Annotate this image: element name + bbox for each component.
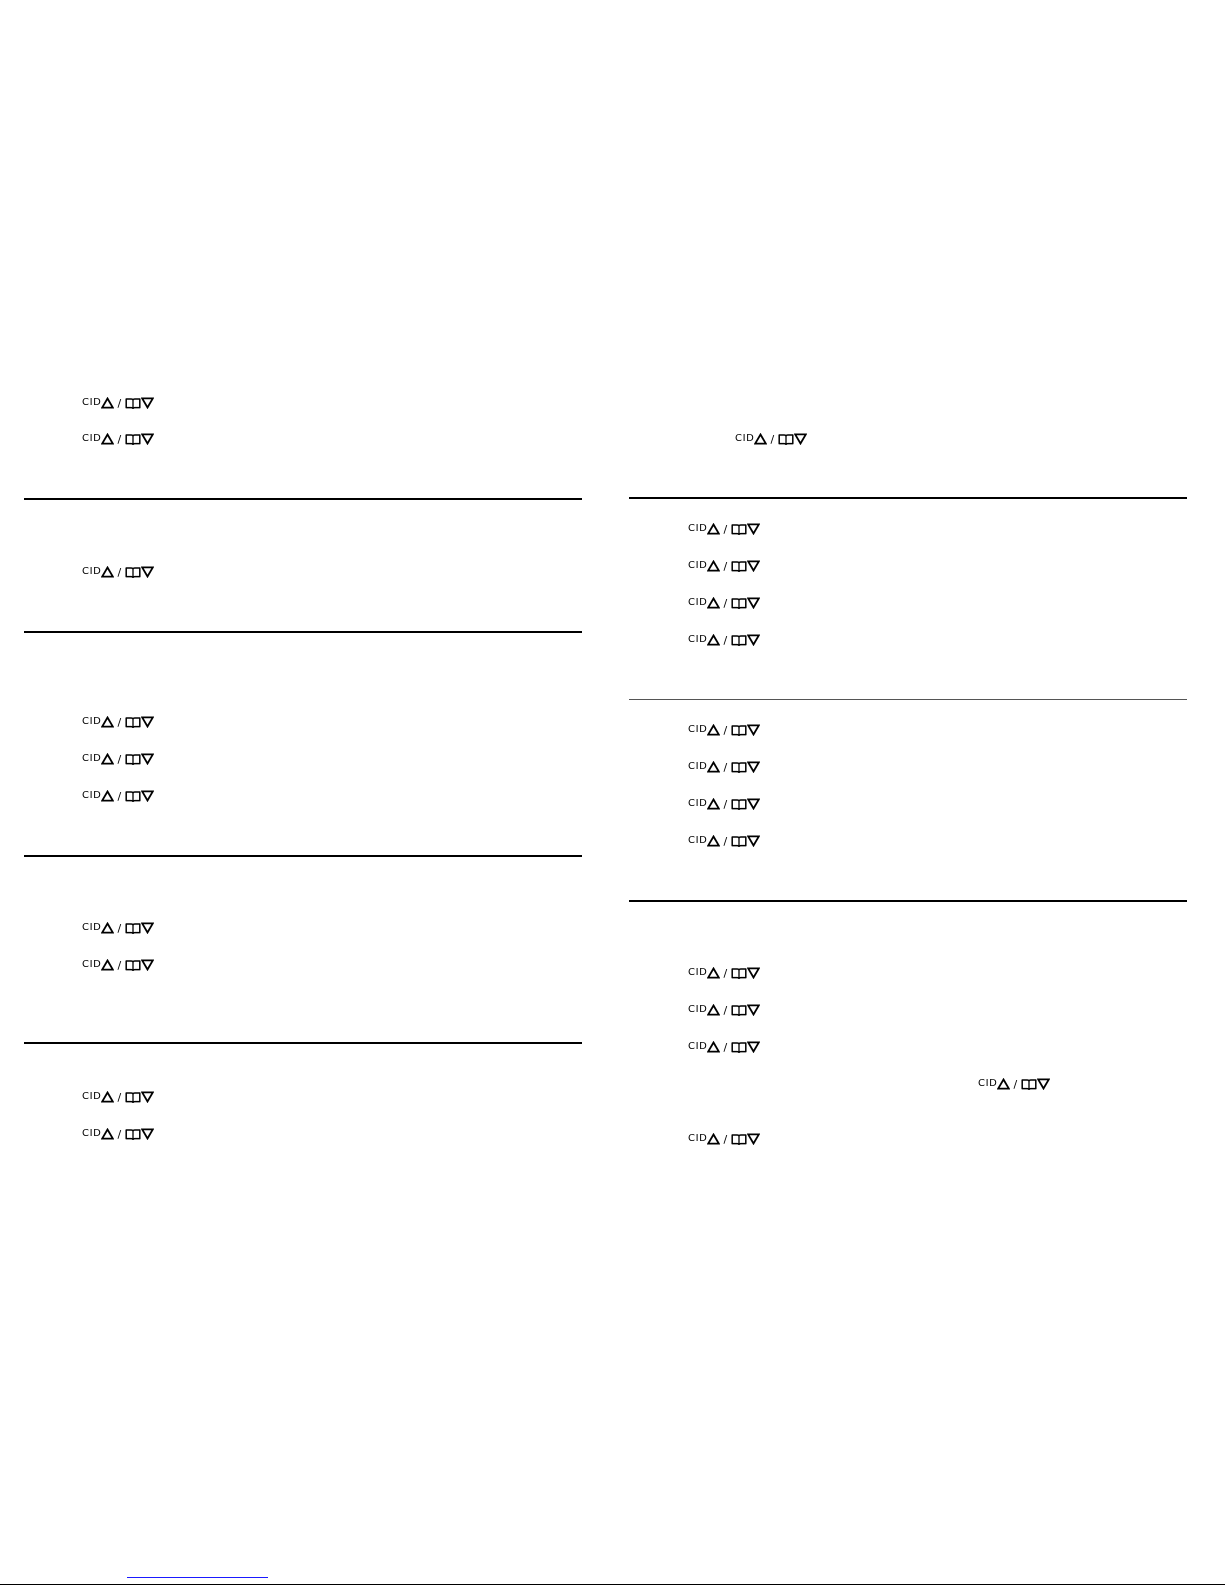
phonebook-icon bbox=[125, 716, 141, 728]
cid-label: CID bbox=[688, 523, 708, 534]
cid-key-sequence bbox=[688, 558, 760, 574]
cid-label: CID bbox=[82, 433, 102, 444]
cid-label: CID bbox=[82, 566, 102, 577]
cid-label: CID bbox=[688, 798, 708, 809]
section-divider bbox=[24, 631, 582, 633]
triangle-up-icon bbox=[707, 1041, 720, 1053]
triangle-up-icon bbox=[754, 433, 767, 445]
triangle-down-icon bbox=[141, 959, 154, 971]
section-divider bbox=[24, 1042, 582, 1044]
phonebook-icon bbox=[125, 433, 141, 445]
cid-key-sequence bbox=[82, 431, 154, 447]
triangle-up-icon bbox=[707, 597, 720, 609]
cid-label: CID bbox=[688, 967, 708, 978]
cid-key-sequence bbox=[688, 722, 760, 738]
phonebook-icon bbox=[731, 597, 747, 609]
phonebook-icon bbox=[731, 1041, 747, 1053]
separator: / bbox=[1013, 1077, 1018, 1091]
phonebook-icon bbox=[731, 634, 747, 646]
triangle-down-icon bbox=[141, 566, 154, 578]
cid-key-sequence bbox=[688, 1039, 760, 1055]
triangle-up-icon bbox=[707, 724, 720, 736]
cid-label: CID bbox=[735, 433, 755, 444]
phonebook-icon bbox=[778, 433, 794, 445]
triangle-up-icon bbox=[101, 397, 114, 409]
cid-key-sequence bbox=[688, 796, 760, 812]
separator: / bbox=[723, 1003, 728, 1017]
cid-label: CID bbox=[82, 790, 102, 801]
cid-label: CID bbox=[688, 724, 708, 735]
phonebook-icon bbox=[731, 835, 747, 847]
cid-label: CID bbox=[82, 922, 102, 933]
separator: / bbox=[723, 596, 728, 610]
separator: / bbox=[117, 565, 122, 579]
triangle-down-icon bbox=[747, 634, 760, 646]
cid-key-sequence bbox=[82, 788, 154, 804]
separator: / bbox=[723, 522, 728, 536]
separator: / bbox=[723, 760, 728, 774]
separator: / bbox=[117, 958, 122, 972]
cid-label: CID bbox=[82, 397, 102, 408]
phonebook-icon bbox=[125, 1091, 141, 1103]
separator: / bbox=[723, 834, 728, 848]
cid-label: CID bbox=[82, 1128, 102, 1139]
cid-label: CID bbox=[82, 753, 102, 764]
phonebook-icon bbox=[731, 523, 747, 535]
section-divider bbox=[24, 498, 582, 500]
phonebook-icon bbox=[125, 1128, 141, 1140]
separator: / bbox=[723, 797, 728, 811]
triangle-up-icon bbox=[707, 634, 720, 646]
triangle-down-icon bbox=[141, 433, 154, 445]
triangle-down-icon bbox=[747, 967, 760, 979]
triangle-up-icon bbox=[707, 1133, 720, 1145]
cid-key-sequence bbox=[82, 1126, 154, 1142]
cid-label: CID bbox=[688, 1041, 708, 1052]
separator: / bbox=[723, 1132, 728, 1146]
triangle-down-icon bbox=[141, 753, 154, 765]
phonebook-icon bbox=[125, 959, 141, 971]
triangle-down-icon bbox=[747, 1004, 760, 1016]
phonebook-icon bbox=[125, 397, 141, 409]
separator: / bbox=[117, 752, 122, 766]
separator: / bbox=[723, 633, 728, 647]
cid-label: CID bbox=[688, 597, 708, 608]
triangle-up-icon bbox=[707, 560, 720, 572]
triangle-down-icon bbox=[747, 597, 760, 609]
triangle-up-icon bbox=[707, 523, 720, 535]
triangle-down-icon bbox=[794, 433, 807, 445]
triangle-down-icon bbox=[747, 724, 760, 736]
cid-label: CID bbox=[978, 1078, 998, 1089]
cid-label: CID bbox=[82, 1091, 102, 1102]
triangle-down-icon bbox=[141, 1091, 154, 1103]
triangle-down-icon bbox=[747, 835, 760, 847]
triangle-up-icon bbox=[707, 835, 720, 847]
section-divider bbox=[629, 497, 1187, 499]
separator: / bbox=[117, 1127, 122, 1141]
triangle-up-icon bbox=[997, 1078, 1010, 1090]
cid-key-sequence bbox=[82, 1089, 154, 1105]
triangle-down-icon bbox=[747, 1133, 760, 1145]
triangle-up-icon bbox=[101, 922, 114, 934]
cid-key-sequence bbox=[688, 1002, 760, 1018]
triangle-up-icon bbox=[101, 1091, 114, 1103]
cid-key-sequence bbox=[82, 957, 154, 973]
cid-key-sequence bbox=[688, 965, 760, 981]
cid-label: CID bbox=[688, 1004, 708, 1015]
cid-label: CID bbox=[688, 835, 708, 846]
triangle-up-icon bbox=[707, 761, 720, 773]
triangle-up-icon bbox=[707, 1004, 720, 1016]
triangle-up-icon bbox=[707, 798, 720, 810]
phonebook-icon bbox=[731, 967, 747, 979]
phonebook-icon bbox=[731, 1004, 747, 1016]
cid-key-sequence bbox=[688, 595, 760, 611]
section-divider bbox=[629, 900, 1187, 902]
triangle-down-icon bbox=[141, 397, 154, 409]
cid-key-sequence bbox=[688, 521, 760, 537]
footer-link-underline[interactable] bbox=[127, 1577, 268, 1578]
phonebook-icon bbox=[731, 798, 747, 810]
triangle-down-icon bbox=[141, 790, 154, 802]
separator: / bbox=[117, 432, 122, 446]
phonebook-icon bbox=[125, 922, 141, 934]
phonebook-icon bbox=[731, 724, 747, 736]
phonebook-icon bbox=[1021, 1078, 1037, 1090]
separator: / bbox=[723, 1040, 728, 1054]
phonebook-icon bbox=[731, 761, 747, 773]
cid-key-sequence bbox=[82, 714, 154, 730]
triangle-up-icon bbox=[101, 753, 114, 765]
triangle-up-icon bbox=[101, 716, 114, 728]
triangle-down-icon bbox=[747, 560, 760, 572]
separator: / bbox=[723, 559, 728, 573]
cid-key-sequence bbox=[688, 1131, 760, 1147]
cid-key-sequence bbox=[82, 395, 154, 411]
separator: / bbox=[117, 396, 122, 410]
cid-label: CID bbox=[82, 959, 102, 970]
triangle-up-icon bbox=[101, 959, 114, 971]
triangle-up-icon bbox=[707, 967, 720, 979]
cid-key-sequence bbox=[688, 759, 760, 775]
triangle-up-icon bbox=[101, 566, 114, 578]
triangle-up-icon bbox=[101, 790, 114, 802]
cid-label: CID bbox=[82, 716, 102, 727]
separator: / bbox=[117, 715, 122, 729]
triangle-up-icon bbox=[101, 1128, 114, 1140]
cid-key-sequence bbox=[82, 564, 154, 580]
section-divider bbox=[629, 699, 1187, 700]
separator: / bbox=[770, 432, 775, 446]
cid-key-sequence bbox=[82, 751, 154, 767]
cid-key-sequence bbox=[688, 833, 760, 849]
phonebook-icon bbox=[125, 566, 141, 578]
separator: / bbox=[117, 1090, 122, 1104]
triangle-down-icon bbox=[747, 761, 760, 773]
cid-key-sequence bbox=[978, 1076, 1050, 1092]
section-divider bbox=[24, 855, 582, 857]
cid-label: CID bbox=[688, 761, 708, 772]
triangle-down-icon bbox=[1037, 1078, 1050, 1090]
cid-key-sequence bbox=[735, 431, 807, 447]
triangle-down-icon bbox=[141, 716, 154, 728]
phonebook-icon bbox=[125, 790, 141, 802]
triangle-down-icon bbox=[141, 922, 154, 934]
cid-label: CID bbox=[688, 560, 708, 571]
separator: / bbox=[723, 723, 728, 737]
phonebook-icon bbox=[125, 753, 141, 765]
phonebook-icon bbox=[731, 1133, 747, 1145]
triangle-down-icon bbox=[747, 798, 760, 810]
separator: / bbox=[723, 966, 728, 980]
triangle-down-icon bbox=[747, 1041, 760, 1053]
separator: / bbox=[117, 789, 122, 803]
triangle-down-icon bbox=[141, 1128, 154, 1140]
cid-label: CID bbox=[688, 634, 708, 645]
separator: / bbox=[117, 921, 122, 935]
triangle-down-icon bbox=[747, 523, 760, 535]
cid-key-sequence bbox=[82, 920, 154, 936]
cid-label: CID bbox=[688, 1133, 708, 1144]
cid-key-sequence bbox=[688, 632, 760, 648]
triangle-up-icon bbox=[101, 433, 114, 445]
phonebook-icon bbox=[731, 560, 747, 572]
